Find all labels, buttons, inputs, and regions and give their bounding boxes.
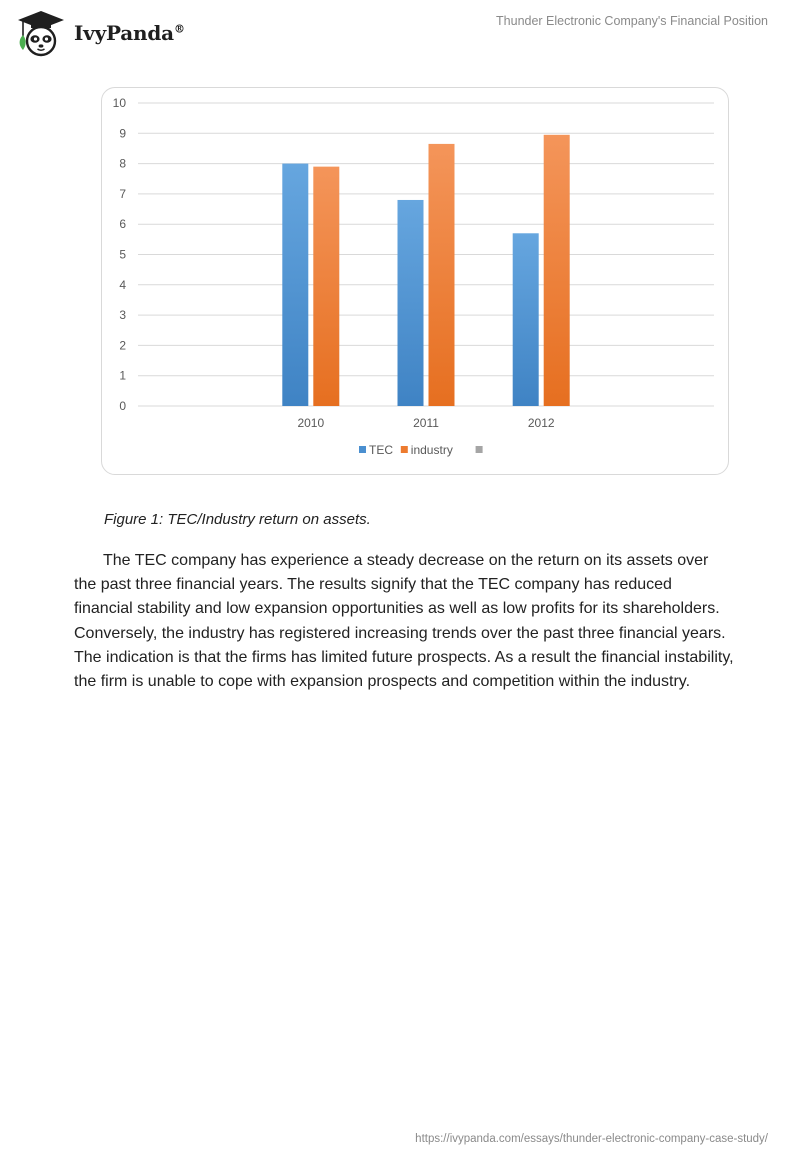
bar-industry-2011 <box>429 144 455 406</box>
y-tick-label: 0 <box>119 399 126 413</box>
brand-name: IvyPanda® <box>74 21 185 45</box>
document-title: Thunder Electronic Company's Financial Position <box>496 14 768 28</box>
y-tick-label: 6 <box>119 217 126 232</box>
legend-swatch <box>359 446 366 453</box>
y-tick-label: 10 <box>112 96 126 110</box>
x-tick-label: 2010 <box>297 416 325 430</box>
roa-bar-chart <box>102 88 730 476</box>
y-tick-label: 9 <box>119 126 126 141</box>
bar-industry-2012 <box>544 135 570 406</box>
chart-frame <box>101 87 729 475</box>
panda-mascot-icon <box>14 8 68 58</box>
bar-tec-2010 <box>282 164 308 406</box>
y-tick-label: 8 <box>119 156 126 171</box>
y-tick-label: 5 <box>119 247 126 262</box>
footer-source-url[interactable]: https://ivypanda.com/essays/thunder-electronic-company-case-study/ <box>415 1133 768 1145</box>
figure-caption: Figure 1: TEC/Industry return on assets. <box>104 511 371 528</box>
x-tick-label: 2011 <box>413 416 439 430</box>
legend-swatch <box>401 446 408 453</box>
y-tick-label: 1 <box>119 368 126 383</box>
y-tick-label: 4 <box>119 277 126 292</box>
ivypanda-logo[interactable] <box>14 8 204 58</box>
body-paragraph: The TEC company has experience a steady decrease on the return on its assets over the past three financial years. The results signify that the TEC company has reduced financial stability and low expansion opportunities as well as low profits for its shareholders. Conversely, the industry has registered increasing trends over the past three financial years. The indication is that the firms has limited future prospects. As a result the financial instability, the firm is unable to cope with expansion prospects and competition within the industry. <box>74 552 734 691</box>
y-tick-label: 3 <box>119 308 126 323</box>
legend-label: TEC <box>369 443 393 457</box>
bar-industry-2010 <box>313 167 339 406</box>
bar-tec-2012 <box>513 233 539 406</box>
legend-label: industry <box>410 443 453 457</box>
legend-swatch <box>476 446 483 453</box>
y-tick-label: 7 <box>119 186 126 201</box>
x-tick-label: 2012 <box>527 416 555 430</box>
bar-tec-2011 <box>398 200 424 406</box>
y-tick-label: 2 <box>119 338 126 353</box>
